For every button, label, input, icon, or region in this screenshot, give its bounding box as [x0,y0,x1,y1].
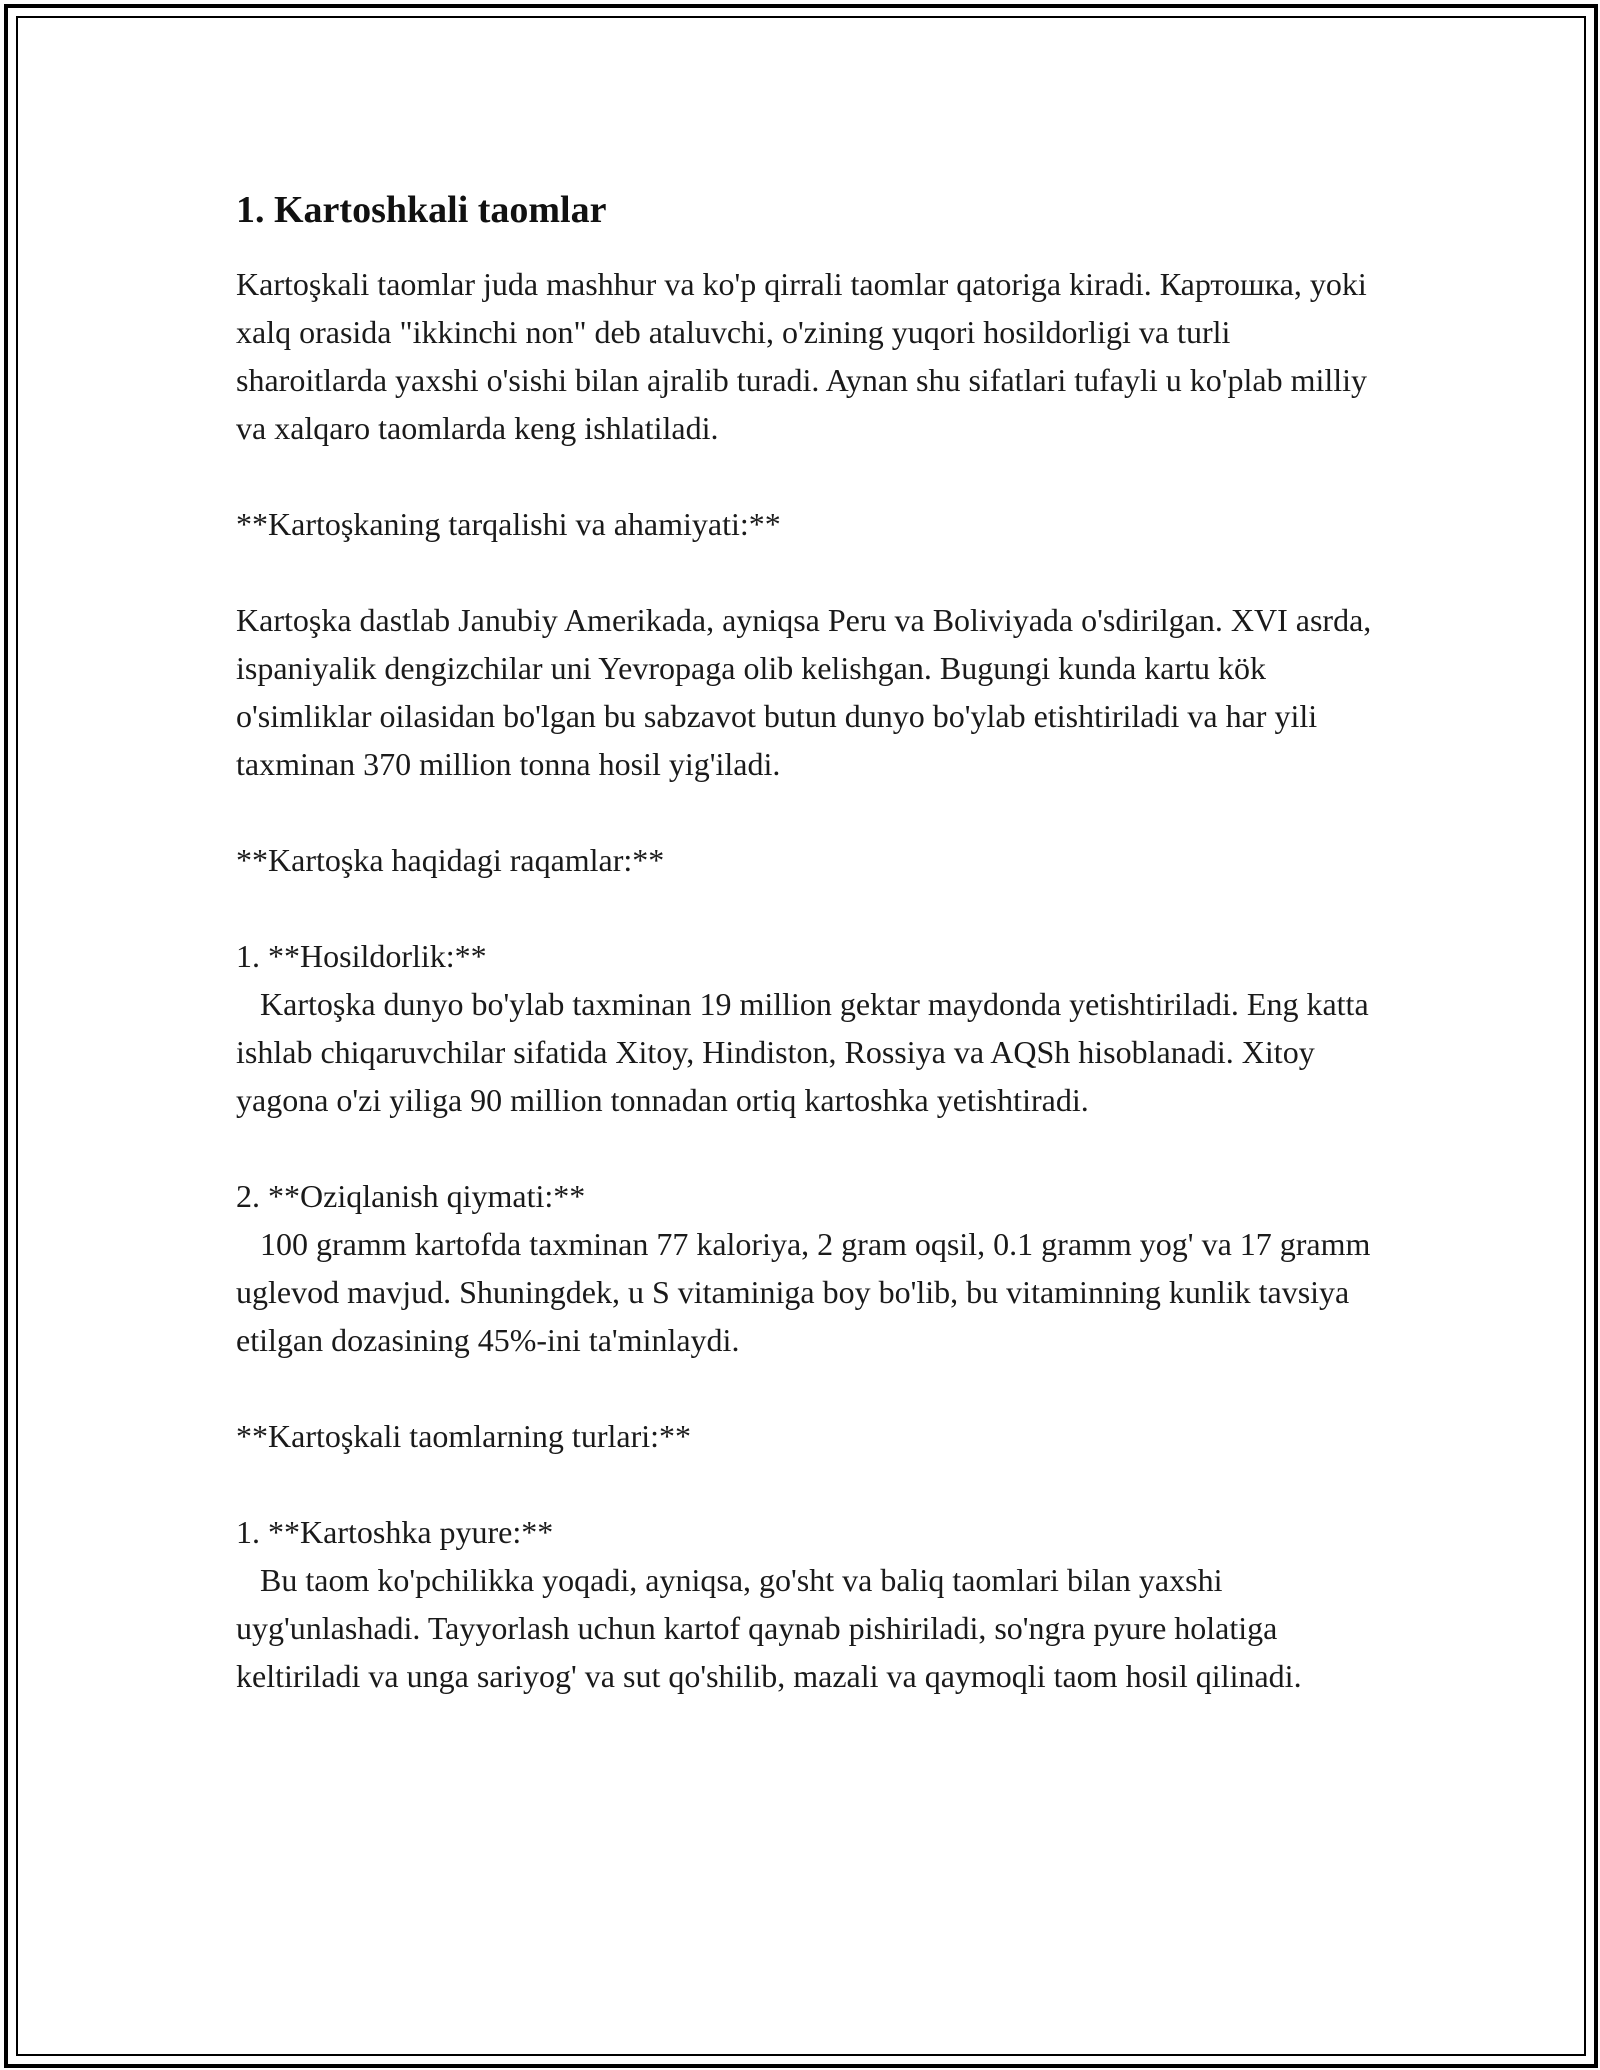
fact2-paragraph: 100 gramm kartofda taxminan 77 kaloriya, 2 gram oqsil, 0.1 gramm yog' va 17 gramm uglevod mavjud. Shuningdek, u S vitaminiga boy bo'lib, bu vitaminning kunlik tavsiya etilgan dozasining 45%-ini ta'minlaydi. [236,1226,1379,1358]
spacer [236,1364,1376,1412]
heading-facts: **Kartoşka haqidagi raqamlar:** [236,842,665,878]
spacer [236,884,1376,932]
fact1-heading: 1. **Hosildorlik:** [236,938,487,974]
spacer [236,452,1376,500]
fact1-paragraph: Kartoşka dunyo bo'ylab taxminan 19 million gektar maydonda yetishtiriladi. Eng katta ishlab chiqaruvchilar sifatida Xitoy, Hindiston, Rossiya va AQSh hisoblanadi. Xitoy yagona o'zi yiliga 90 million tonnadan ortiq kartoshka yetishtiradi. [236,986,1377,1118]
type1-paragraph: Bu taom ko'pchilikka yoqadi, ayniqsa, go'sht va baliq taomlari bilan yaxshi uyg'unlashadi. Tayyorlash uchun kartof qaynab pishiriladi, so'ngra pyure holatiga keltiriladi va unga sariyog' va sut qo'shilib, mazali va qaymoqli taom hosil qilinadi. [236,1562,1302,1694]
section-title: 1. Kartoshkali taomlar [236,189,607,231]
intro-paragraph: Kartoşkali taomlar juda mashhur va ko'p qirrali taomlar qatoriga kiradi. Картошка, yoki xalq orasida "ikkinchi non" deb ataluvchi, o'zining yuqori hosildorligi va turli sharoitlarda yaxshi o'sishi bilan ajralib turadi. Aynan shu sifatlari tufayli u ko'plab milliy va xalqaro taomlarda keng ishlatiladi. [236,266,1376,446]
heading-types: **Kartoşkali taomlarning turlari:** [236,1418,691,1454]
spread-paragraph: Kartoşka dastlab Janubiy Amerikada, ayniqsa Peru va Boliviyada o'sdirilgan. XVI asrda, ispaniyalik dengizchilar uni Yevropaga olib kelishgan. Bugungi kunda kartu kök o'simliklar oilasidan bo'lgan bu sabzavot butun dunyo bo'ylab etishtiriladi va har yili taxminan 370 million tonna hosil yig'iladi. [236,602,1380,782]
spacer [236,788,1376,836]
heading-spread: **Kartoşkaning tarqalishi va ahamiyati:** [236,506,781,542]
spacer [236,548,1376,596]
spacer [236,1460,1376,1508]
spacer [236,1124,1376,1172]
fact2-heading: 2. **Oziqlanish qiymati:** [236,1178,586,1214]
type1-heading: 1. **Kartoshka pyure:** [236,1514,554,1550]
document-body [236,186,1380,1700]
